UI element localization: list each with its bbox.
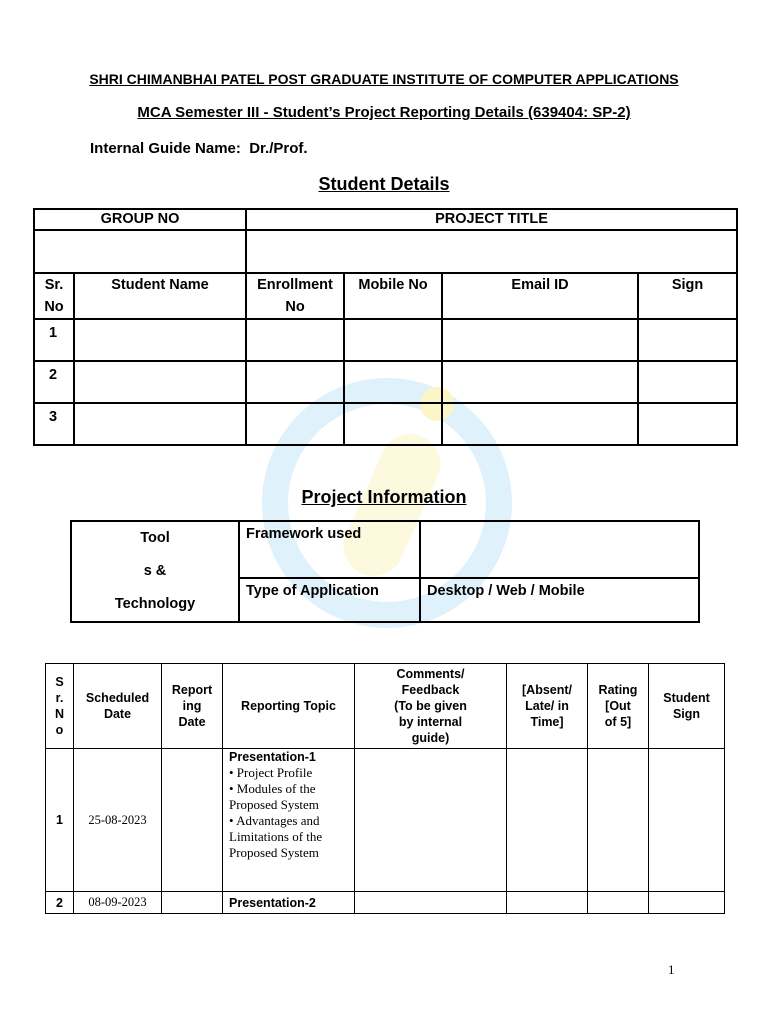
row-number: 3 (34, 403, 74, 445)
sr-no-header-line1: Sr. (44, 277, 64, 293)
student-details-table (33, 208, 738, 446)
scheduled-header-line: Date (103, 707, 132, 721)
email-header: Email ID (442, 273, 638, 319)
reporting-date-header-line: Report (171, 683, 213, 697)
enrollment-header-line1: Enrollment (257, 277, 333, 293)
email-cell[interactable] (442, 403, 638, 445)
topic-header-line: Reporting Topic (241, 699, 336, 713)
framework-used-label: Framework used (239, 521, 420, 578)
rating-header-line: Rating (598, 683, 638, 697)
institute-title: SHRI CHIMANBHAI PATEL POST GRADUATE INSTITUTE OF COMPUTER APPLICATIONS (89, 71, 679, 87)
scheduled-date-cell: 08-09-2023 (74, 892, 162, 914)
attendance-header (507, 664, 588, 749)
tools-label-line2: s & (143, 563, 167, 579)
comments-header-line: guide) (411, 731, 450, 745)
reporting-date-cell[interactable] (162, 892, 223, 914)
report-row-number: 2 (46, 892, 74, 914)
scheduled-date-header (74, 664, 162, 749)
sno-header-line: S (55, 675, 64, 689)
comments-cell[interactable] (355, 749, 507, 892)
type-of-application-value[interactable]: Desktop / Web / Mobile (420, 578, 699, 622)
topic-item: • Modules of the Proposed System (229, 781, 319, 812)
attendance-cell[interactable] (507, 749, 588, 892)
email-cell[interactable] (442, 319, 638, 361)
student-sign-cell[interactable] (649, 892, 725, 914)
internal-guide-label: Internal Guide Name: Dr./Prof. (90, 140, 308, 157)
enrollment-cell[interactable] (246, 361, 344, 403)
rating-header-line: [Out (605, 699, 631, 713)
attendance-cell[interactable] (507, 892, 588, 914)
student-sign-header-line: Student (663, 691, 710, 705)
sno-header-line: N (54, 707, 65, 721)
reporting-schedule-table (45, 663, 725, 914)
scheduled-header-line: Scheduled (85, 691, 150, 705)
sno-header-line: o (55, 723, 64, 737)
attendance-header-line: Time] (530, 715, 564, 729)
project-title-header: PROJECT TITLE (246, 209, 737, 230)
student-name-cell[interactable] (74, 361, 246, 403)
student-name-cell[interactable] (74, 319, 246, 361)
tools-label-line3: Technology (114, 596, 196, 612)
project-title-field[interactable] (246, 230, 737, 273)
comments-header-line: Comments/ (396, 667, 465, 681)
student-sign-cell[interactable] (649, 749, 725, 892)
enrollment-header-line2: No (285, 299, 305, 315)
tools-label-line1: Tool (140, 530, 170, 546)
mobile-header: Mobile No (344, 273, 442, 319)
sign-header: Sign (638, 273, 737, 319)
sr-no-header (34, 273, 74, 319)
student-details-heading: Student Details (318, 174, 450, 194)
rating-header-line: of 5] (604, 715, 632, 729)
mobile-cell[interactable] (344, 403, 442, 445)
sign-cell[interactable] (638, 361, 737, 403)
form-subtitle: MCA Semester III - Student’s Project Reporting Details (639404: SP-2) (137, 104, 631, 121)
reporting-date-header (162, 664, 223, 749)
comments-header (355, 664, 507, 749)
attendance-header-line: Late/ in (525, 699, 569, 713)
reporting-topic-cell (223, 749, 355, 892)
student-name-cell[interactable] (74, 403, 246, 445)
reporting-topic-header (223, 664, 355, 749)
enrollment-cell[interactable] (246, 319, 344, 361)
comments-cell[interactable] (355, 892, 507, 914)
email-cell[interactable] (442, 361, 638, 403)
sno-header-line: r. (55, 691, 64, 705)
tools-technology-label (71, 521, 239, 622)
scheduled-date-cell: 25-08-2023 (74, 749, 162, 892)
comments-header-line: (To be given (394, 699, 467, 713)
row-number: 2 (34, 361, 74, 403)
comments-header-line: Feedback (401, 683, 460, 697)
rating-cell[interactable] (588, 749, 649, 892)
group-no-field[interactable] (34, 230, 246, 273)
framework-used-field[interactable] (420, 521, 699, 578)
sign-cell[interactable] (638, 319, 737, 361)
project-information-table (70, 520, 700, 623)
group-no-header: GROUP NO (34, 209, 246, 230)
rating-cell[interactable] (588, 892, 649, 914)
reporting-date-cell[interactable] (162, 749, 223, 892)
topic-item: • Project Profile (229, 765, 313, 780)
enrollment-header (246, 273, 344, 319)
mobile-cell[interactable] (344, 319, 442, 361)
student-sign-header-line: Sign (672, 707, 701, 721)
type-of-application-label: Type of Application (239, 578, 420, 622)
topic-title: Presentation-2 (223, 892, 355, 914)
rating-header (588, 664, 649, 749)
comments-header-line: by internal (398, 715, 463, 729)
sign-cell[interactable] (638, 403, 737, 445)
reporting-date-header-line: ing (182, 699, 202, 713)
report-row-number: 1 (46, 749, 74, 892)
row-number: 1 (34, 319, 74, 361)
topic-item: • Advantages and Limitations of the Proposed System (229, 813, 323, 860)
sr-no-header-line2: No (44, 299, 64, 315)
topic-title: Presentation-1 (229, 750, 316, 764)
sno-header (46, 664, 74, 749)
attendance-header-line: [Absent/ (522, 683, 572, 697)
mobile-cell[interactable] (344, 361, 442, 403)
project-information-heading: Project Information (301, 487, 467, 507)
reporting-date-header-line: Date (178, 715, 206, 729)
student-name-header: Student Name (74, 273, 246, 319)
page-number: 1 (668, 962, 675, 977)
student-sign-header (649, 664, 725, 749)
enrollment-cell[interactable] (246, 403, 344, 445)
